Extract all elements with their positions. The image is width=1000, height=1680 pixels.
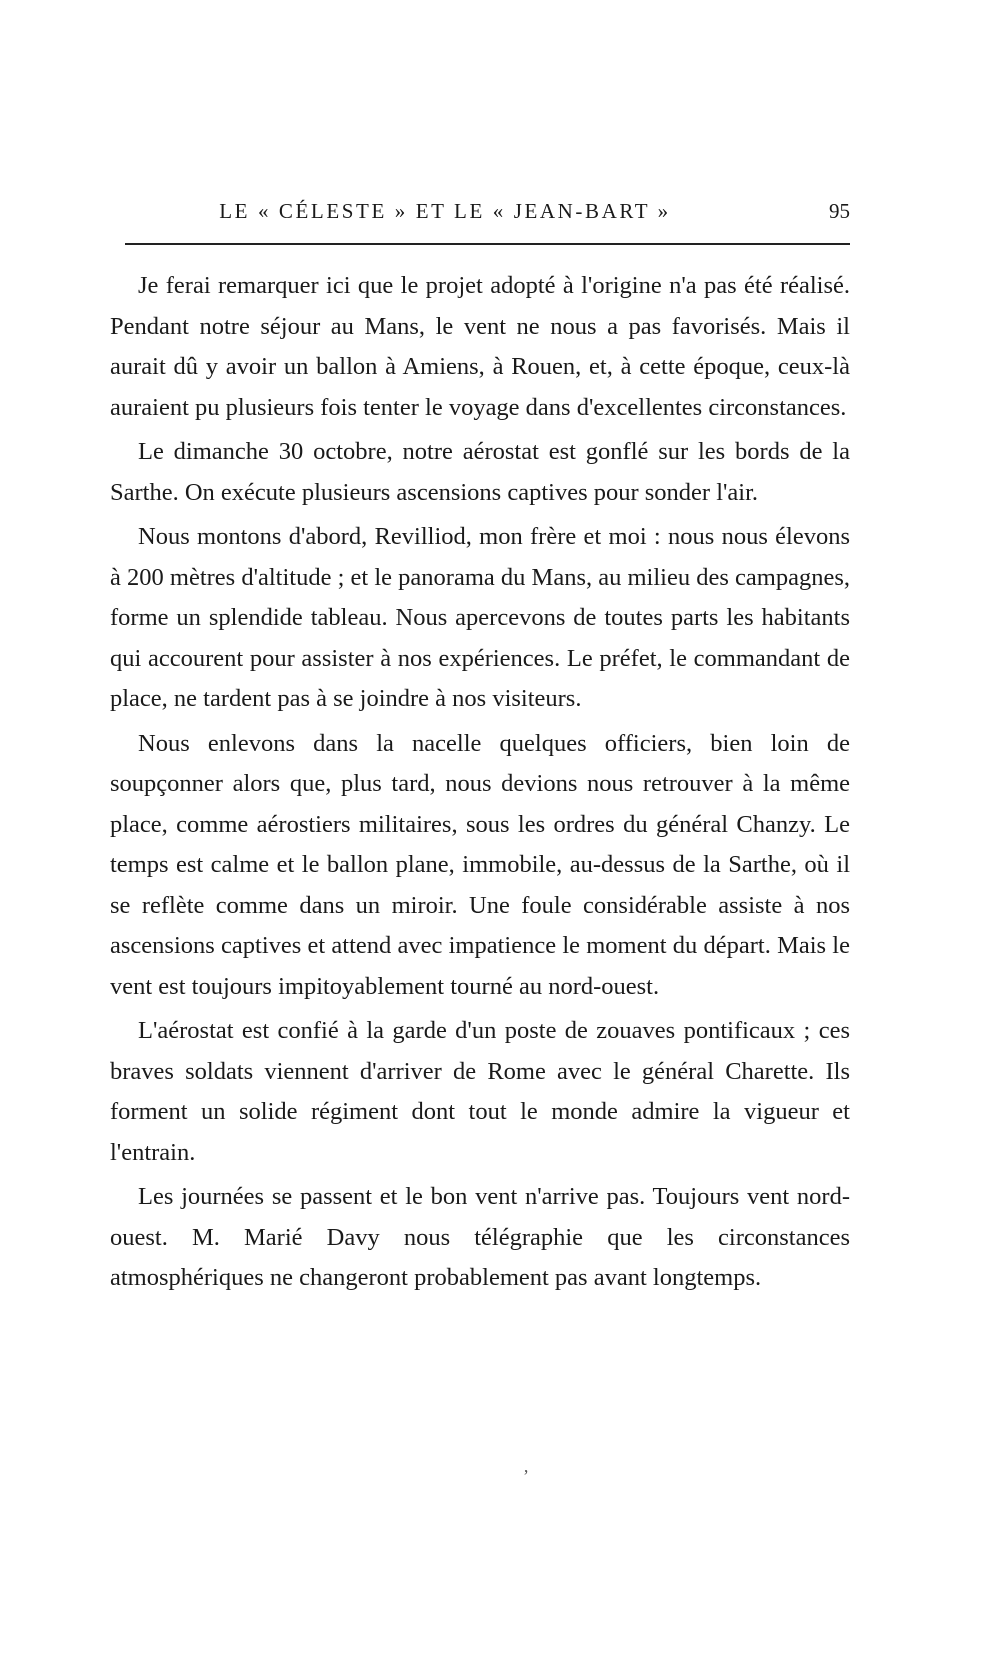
paragraph: Je ferai remarquer ici que le projet adopté à l'origine n'a pas été réalisé. Pendant notre séjour au Mans, le vent ne nous a pas favorisés. Mais il aurait dû y avoir un ballon à Amiens, à Rouen, et, à cette époque, ceux-là auraient pu plusieurs fois tenter le voyage dans d'excellentes circonstances. bbox=[110, 272, 850, 421]
running-title: LE « CÉLESTE » ET LE « JEAN-BART » bbox=[219, 199, 671, 223]
paragraph: Nous enlevons dans la nacelle quelques officiers, bien loin de soupçonner alors que, plus tard, nous devions nous retrouver à la même place, comme aérostiers militaires, sous les ordres du général Chanzy. Le temps est calme et le ballon plane, immobile, au-dessus de la Sarthe, où il se reflète comme dans un miroir. Une foule considérable assiste à nos ascensions captives et attend avec impatience le moment du départ. Mais le vent est toujours impitoyablement tourné au nord-ouest. bbox=[110, 729, 850, 1000]
header-rule bbox=[125, 243, 850, 245]
running-head bbox=[110, 195, 850, 227]
body-text bbox=[110, 266, 850, 1303]
paragraph: Les journées se passent et le bon vent n'arrive pas. Toujours vent nord-ouest. M. Marié Davy nous télégraphie que les circonstances atmosphériques ne changeront probablement pas avant longtemps. bbox=[110, 1183, 850, 1291]
page-number: 95 bbox=[829, 199, 850, 223]
paragraph: Le dimanche 30 octobre, notre aérostat est gonflé sur les bords de la Sarthe. On exécute plusieurs ascensions captives pour sonder l'air. bbox=[110, 438, 850, 506]
paragraph: L'aérostat est confié à la garde d'un poste de zouaves pontificaux ; ces braves soldats viennent d'arriver de Rome avec le général Charette. Ils forment un solide régiment dont tout le monde admire la vigueur et l'entrain. bbox=[110, 1017, 850, 1166]
paragraph: Nous montons d'abord, Revilliod, mon frère et moi : nous nous élevons à 200 mètres d'altitude ; et le panorama du Mans, au milieu des campagnes, forme un splendide tableau. Nous apercevons de toutes parts les habitants qui accourent pour assister à nos expériences. Le préfet, le commandant de place, ne tardent pas à se joindre à nos visiteurs. bbox=[110, 523, 850, 712]
footer-mark: ‚ bbox=[523, 1456, 529, 1476]
